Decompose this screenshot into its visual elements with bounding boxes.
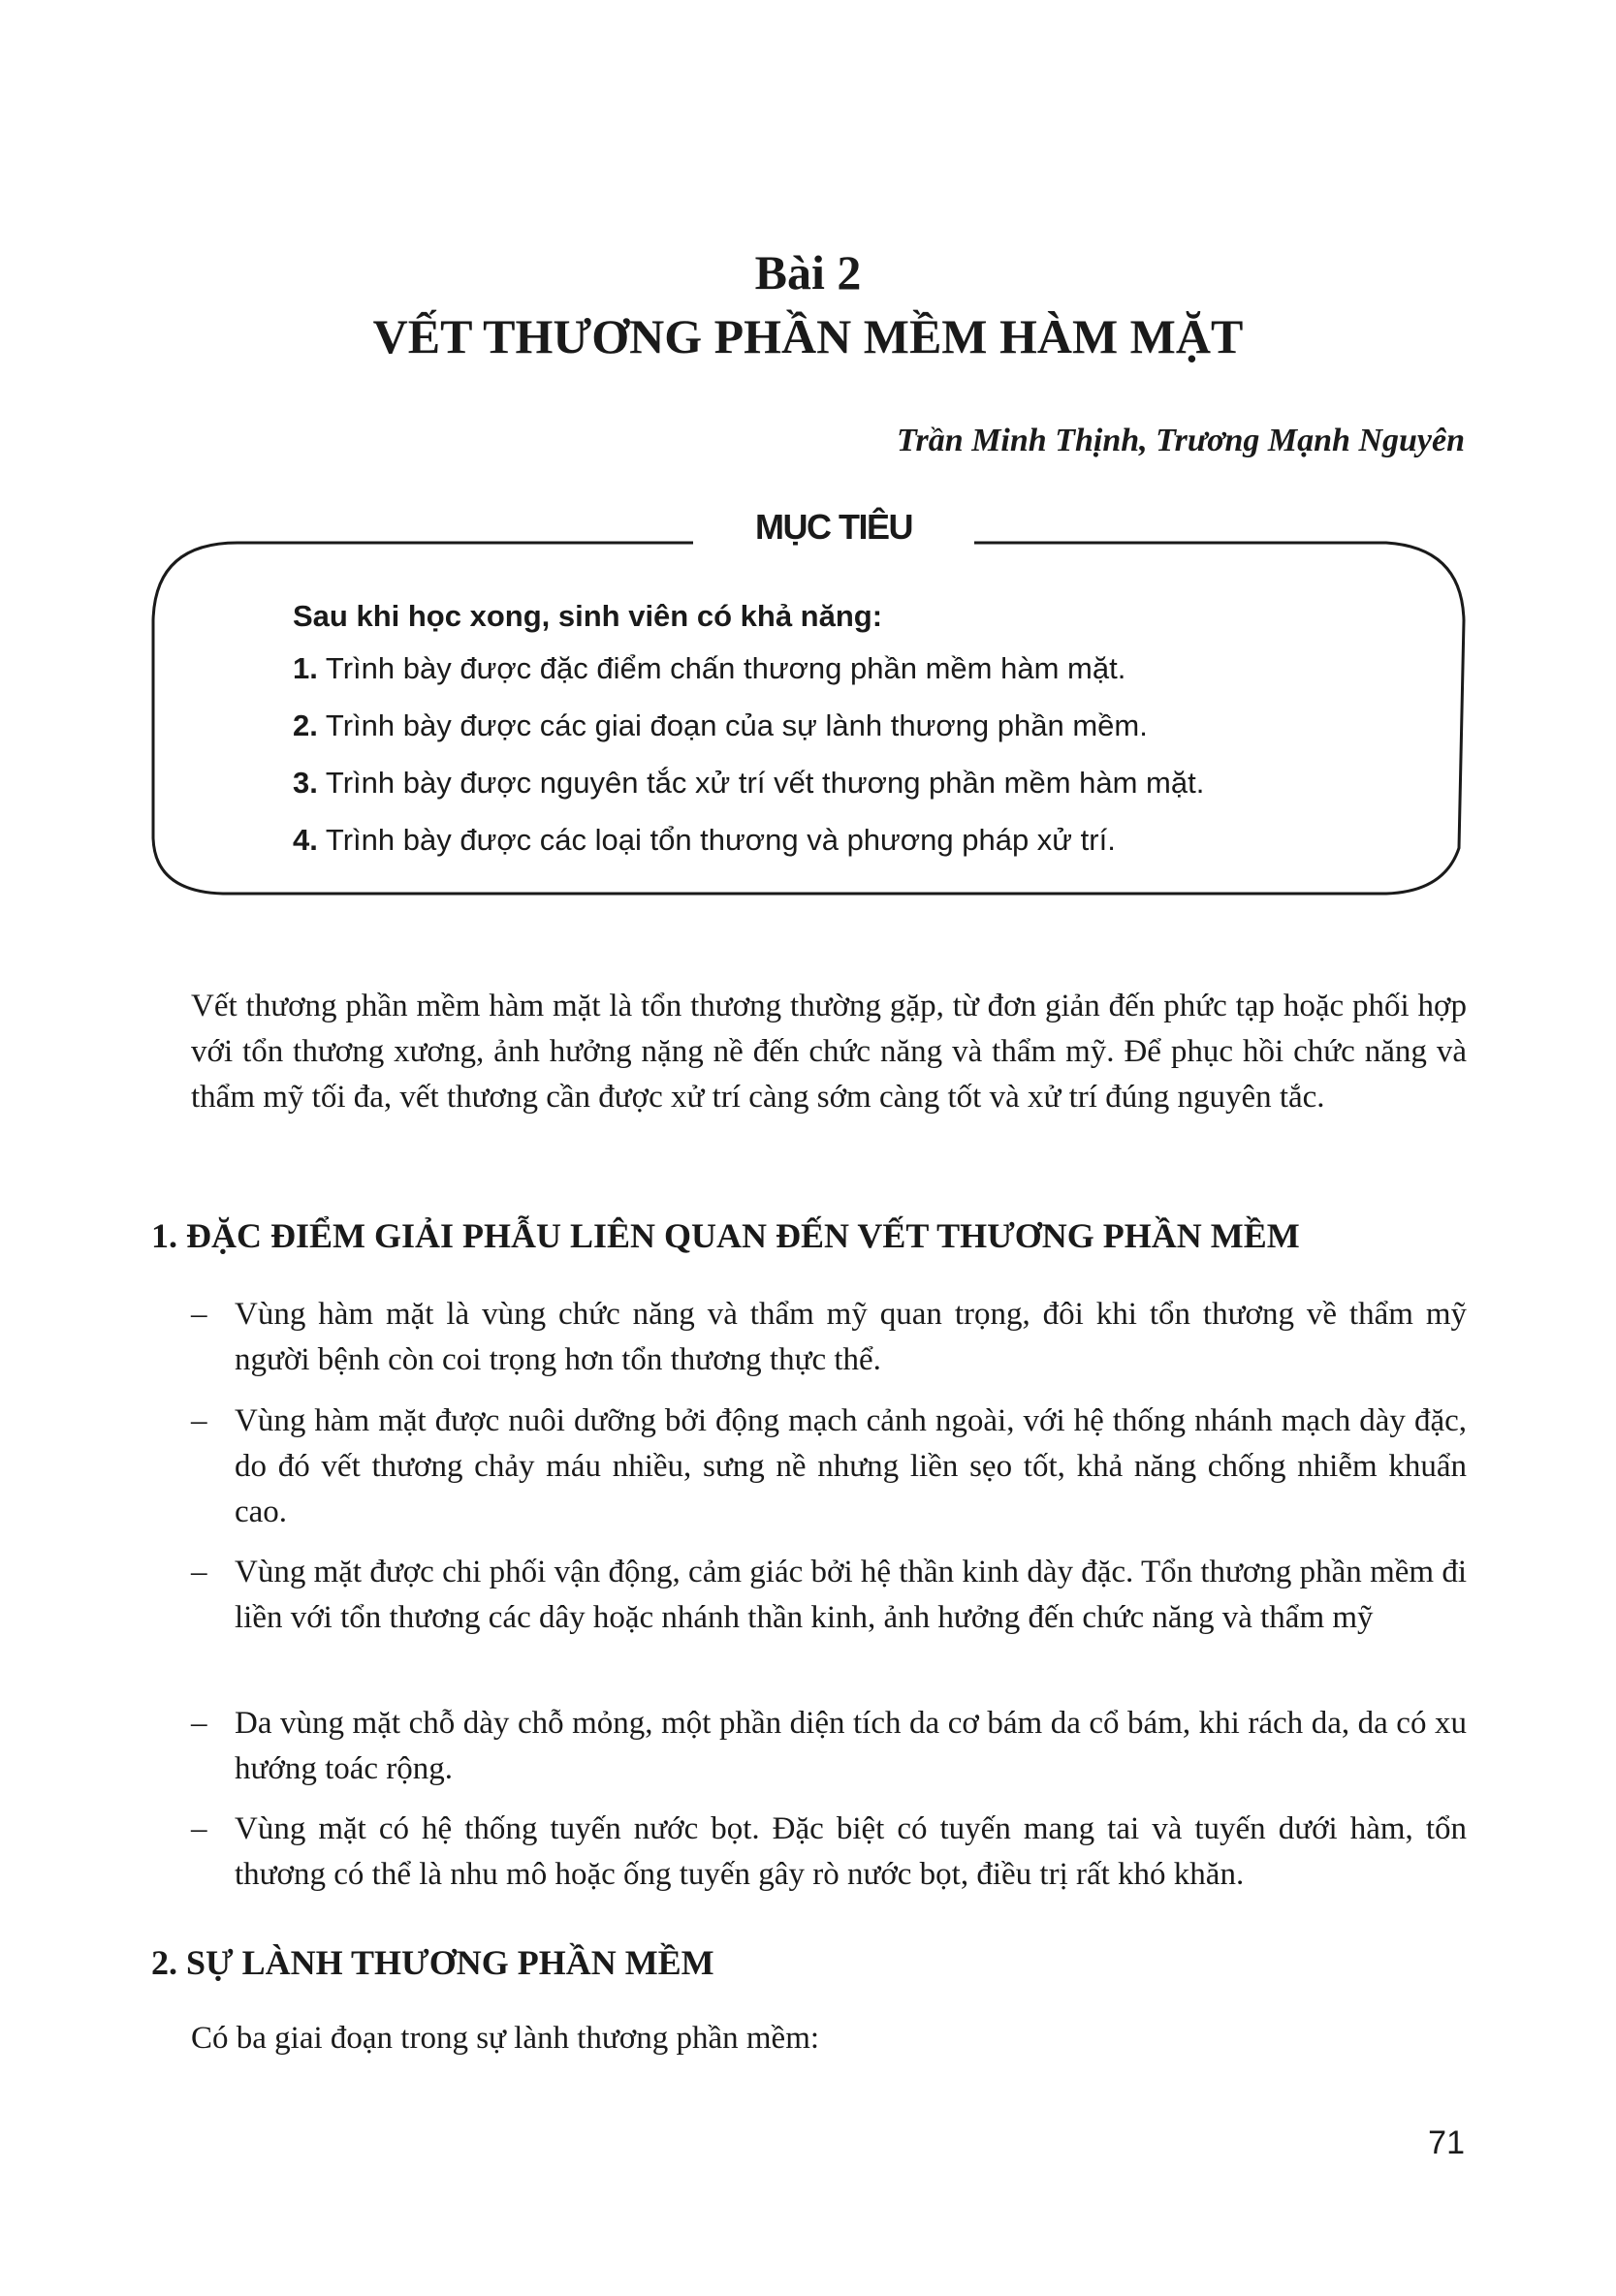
objective-number: 3. bbox=[293, 766, 318, 800]
objective-text: Trình bày được các giai đoạn của sự lành thương phần mềm. bbox=[317, 708, 1148, 742]
objective-number: 4. bbox=[293, 823, 318, 857]
list-item-text: Vùng mặt có hệ thống tuyến nước bọt. Đặc biệt có tuyến mang tai và tuyến dưới hàm, tổn thương có thể là nhu mô hoặc ống tuyến gây rò nước bọt, điều trị rất khó khăn. bbox=[235, 1811, 1467, 1892]
list-item bbox=[191, 1701, 1467, 1792]
bullet-dash: – bbox=[191, 1706, 207, 1741]
list-item-text: Vùng mặt được chi phối vận động, cảm giác bởi hệ thần kinh dày đặc. Tổn thương phần mềm đi liền với tổn thương các dây hoặc nhánh thần kinh, ảnh hưởng đến chức năng và thẩm mỹ bbox=[235, 1555, 1467, 1635]
list-item-text: Da vùng mặt chỗ dày chỗ mỏng, một phần diện tích da cơ bám da cổ bám, khi rách da, da có xu hướng toác rộng. bbox=[235, 1706, 1467, 1786]
objectives-intro: Sau khi học xong, sinh viên có khả năng: bbox=[293, 599, 883, 633]
bullet-dash: – bbox=[191, 1811, 207, 1846]
list-item bbox=[191, 1292, 1467, 1383]
section-2-intro: Có ba giai đoạn trong sự lành thương phần mềm: bbox=[191, 2021, 820, 2056]
bullet-dash: – bbox=[191, 1297, 207, 1332]
list-item bbox=[191, 1550, 1467, 1641]
list-item bbox=[191, 1399, 1467, 1535]
bullet-dash: – bbox=[191, 1555, 207, 1589]
lesson-title: VẾT THƯƠNG PHẦN MỀM HÀM MẶT bbox=[372, 309, 1244, 363]
list-item bbox=[191, 1807, 1467, 1898]
objective-number: 2. bbox=[293, 708, 318, 742]
objective-item bbox=[293, 651, 1125, 686]
objective-text: Trình bày được các loại tổn thương và phương pháp xử trí. bbox=[317, 823, 1116, 857]
objectives-heading: MỤC TIÊU bbox=[755, 507, 912, 547]
list-item-text: Vùng hàm mặt được nuôi dưỡng bởi động mạch cảnh ngoài, với hệ thống nhánh mạch dày đặc, do đó vết thương chảy máu nhiều, sưng nề nhưng liền sẹo tốt, khả năng chống nhiễm khuẩn cao. bbox=[235, 1403, 1467, 1529]
page-number: 71 bbox=[1428, 2124, 1465, 2161]
list-item-text: Vùng hàm mặt là vùng chức năng và thẩm mỹ quan trọng, đôi khi tổn thương về thẩm mỹ người bệnh còn coi trọng hơn tổn thương thực thể. bbox=[235, 1297, 1467, 1377]
objective-text: Trình bày được đặc điểm chấn thương phần mềm hàm mặt. bbox=[317, 651, 1126, 685]
objective-item bbox=[293, 823, 1116, 858]
lesson-number: Bài 2 bbox=[754, 245, 862, 299]
objective-item bbox=[293, 766, 1204, 801]
section-1-heading: 1. ĐẶC ĐIỂM GIẢI PHẪU LIÊN QUAN ĐẾN VẾT THƯƠNG PHẦN MỀM bbox=[151, 1216, 1300, 1255]
objective-item bbox=[293, 708, 1148, 743]
authors: Trần Minh Thịnh, Trương Mạnh Nguyên bbox=[897, 423, 1465, 458]
bullet-dash: – bbox=[191, 1403, 207, 1438]
intro-paragraph: Vết thương phần mềm hàm mặt là tổn thương thường gặp, từ đơn giản đến phức tạp hoặc phối hợp với tổn thương xương, ảnh hưởng nặng nề đến chức năng và thẩm mỹ. Để phục hồi chức năng và thẩm mỹ tối đa, vết thương cần được xử trí càng sớm càng tốt và xử trí đúng nguyên tắc. bbox=[191, 989, 1467, 1115]
objective-text: Trình bày được nguyên tắc xử trí vết thương phần mềm hàm mặt. bbox=[317, 766, 1205, 800]
objective-number: 1. bbox=[293, 651, 318, 685]
section-2-heading: 2. SỰ LÀNH THƯƠNG PHẦN MỀM bbox=[151, 1943, 714, 1982]
